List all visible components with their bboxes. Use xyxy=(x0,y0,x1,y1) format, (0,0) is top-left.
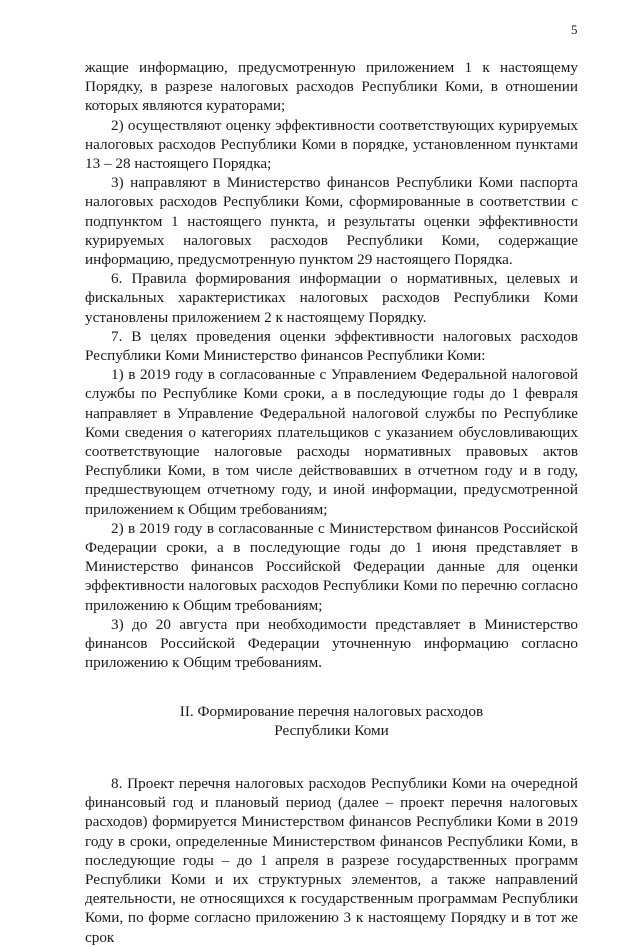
paragraph: жащие информацию, предусмотренную приложением 1 к настоящему Порядку, в разрезе налоговых расходов Республики Коми, в отношении которых являются кураторами; xyxy=(85,59,578,115)
paragraph: 2) в 2019 году в согласованные с Министерством финансов Российской Федерации сроки, а в последующие годы до 1 июня представляет в Министерство финансов Российской Федерации данные для оценки эффективности налоговых расходов Республики Коми по перечню согласно приложению к Общим требованиям; xyxy=(85,519,578,614)
paragraph: 2) осуществляют оценку эффективности соответствующих курируемых налоговых расходов Республики Коми в порядке, установленном пунктами 13 – 28 настоящего Порядка; xyxy=(85,116,578,173)
paragraph: 1) в 2019 году в согласованные с Управлением Федеральной налоговой службы по Республике Коми сроки, а в последующие годы до 1 февраля направляет в Управление Федеральной налоговой службы по Республике Коми сведения о категориях плательщиков с указанием обусловливающих соответствующие налоговые расходы нормативных правовых актов Республики Коми, в том числе действовавших в отчетном году и в году, предшествующем отчетному году, и иной информации, предусмотренной приложением к Общим требованиям; xyxy=(85,366,578,518)
paragraph: 6. Правила формирования информации о нормативных, целевых и фискальных характеристиках налоговых расходов Республики Коми установлены приложением 2 к настоящему Порядку. xyxy=(85,270,578,326)
section-heading-line-2: Республики Коми xyxy=(274,721,389,739)
paragraph: 3) до 20 августа при необходимости представляет в Министерство финансов Российской Федерации уточненную информацию согласно приложению к Общим требованиям. xyxy=(85,615,578,672)
document-body xyxy=(85,58,578,947)
page-number: 5 xyxy=(571,22,578,37)
paragraph: 7. В целях проведения оценки эффективности налоговых расходов Республики Коми Министерство финансов Республики Коми: xyxy=(85,327,578,365)
paragraph: 3) направляют в Министерство финансов Республики Коми паспорта налоговых расходов Республики Коми, сформированные в соответствии с подпунктом 1 настоящего пункта, и результаты оценки эффективности курируемых налоговых расходов Республики Коми, содержащие информацию, предусмотренную пунктом 29 настоящего Порядка. xyxy=(85,174,578,269)
section-heading-line-1: II. Формирование перечня налоговых расходов xyxy=(179,702,484,720)
paragraph: 8. Проект перечня налоговых расходов Республики Коми на очередной финансовый год и плановый период (далее – проект перечня налоговых расходов) формируется Министерством финансов Республики Коми в 2019 году в сроки, определенные Министерством финансов Республики Коми, в последующие годы – до 1 апреля в разрезе государственных программ Республики Коми и их структурных элементов, а также направлений деятельности, не относящихся к государственным программам Республики Коми, по форме согласно приложению 3 к настоящему Порядку и в тот же срок xyxy=(85,774,578,946)
section-heading xyxy=(85,702,578,740)
section-spacer xyxy=(85,740,578,774)
